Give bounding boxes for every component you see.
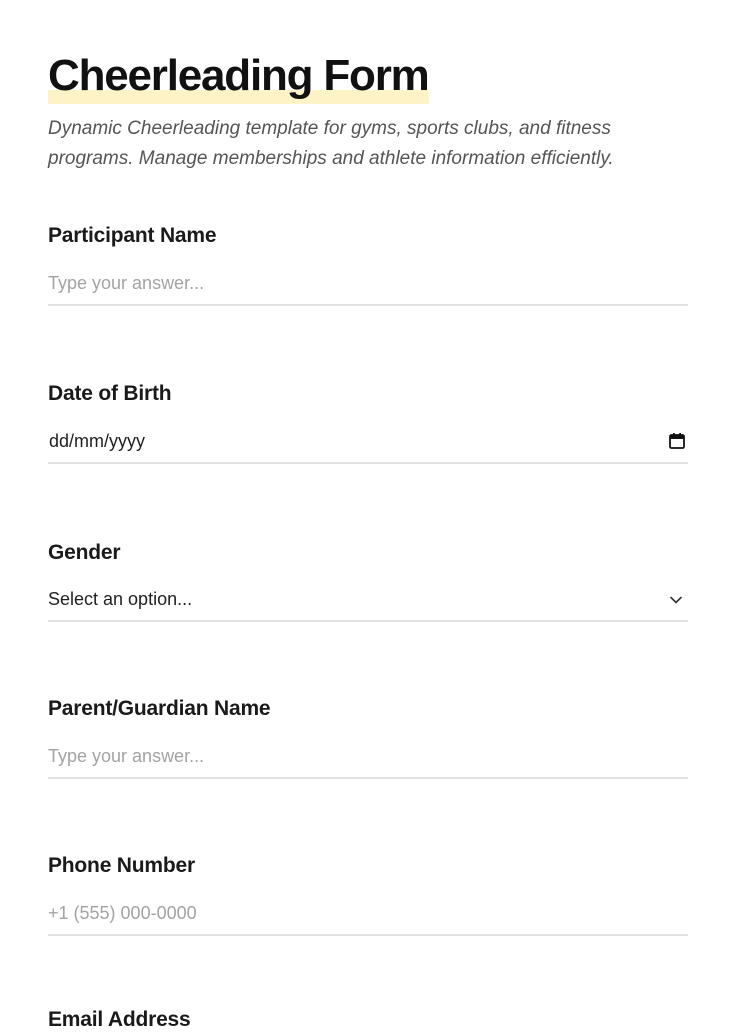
chevron-down-icon	[668, 592, 686, 610]
form-description: Dynamic Cheerleading template for gyms, sports clubs, and fitness programs. Manage memberships and athlete information efficiently.	[48, 118, 614, 169]
phone-number-label: Phone Number	[48, 854, 195, 877]
field-phone-number	[48, 852, 688, 923]
calendar-icon[interactable]	[668, 432, 686, 450]
participant-name-label: Participant Name	[48, 224, 217, 247]
parent-guardian-name-placeholder: Type your answer...	[48, 746, 205, 766]
field-gender	[48, 539, 688, 609]
cheerleading-form	[48, 50, 688, 1031]
field-date-of-birth	[48, 380, 688, 451]
parent-guardian-name-label: Parent/Guardian Name	[48, 697, 271, 720]
gender-select[interactable]	[48, 580, 688, 622]
phone-number-input[interactable]	[48, 894, 688, 936]
participant-name-input[interactable]	[48, 264, 688, 306]
form-title: Cheerleading Form	[48, 51, 429, 100]
date-of-birth-placeholder: dd/mm/yyyy	[49, 431, 146, 451]
phone-number-placeholder: +1 (555) 000-0000	[48, 903, 197, 923]
participant-name-placeholder: Type your answer...	[48, 273, 205, 293]
parent-guardian-name-input[interactable]	[48, 737, 688, 779]
field-parent-guardian-name	[48, 695, 688, 766]
date-of-birth-input[interactable]	[48, 422, 688, 464]
gender-selected-value: Select an option...	[48, 589, 193, 609]
title-wrap	[48, 50, 429, 102]
email-address-label: Email Address	[48, 1008, 191, 1031]
date-of-birth-label: Date of Birth	[48, 382, 172, 405]
gender-label: Gender	[48, 541, 121, 564]
field-email-address	[48, 1006, 688, 1034]
field-participant-name	[48, 222, 688, 293]
